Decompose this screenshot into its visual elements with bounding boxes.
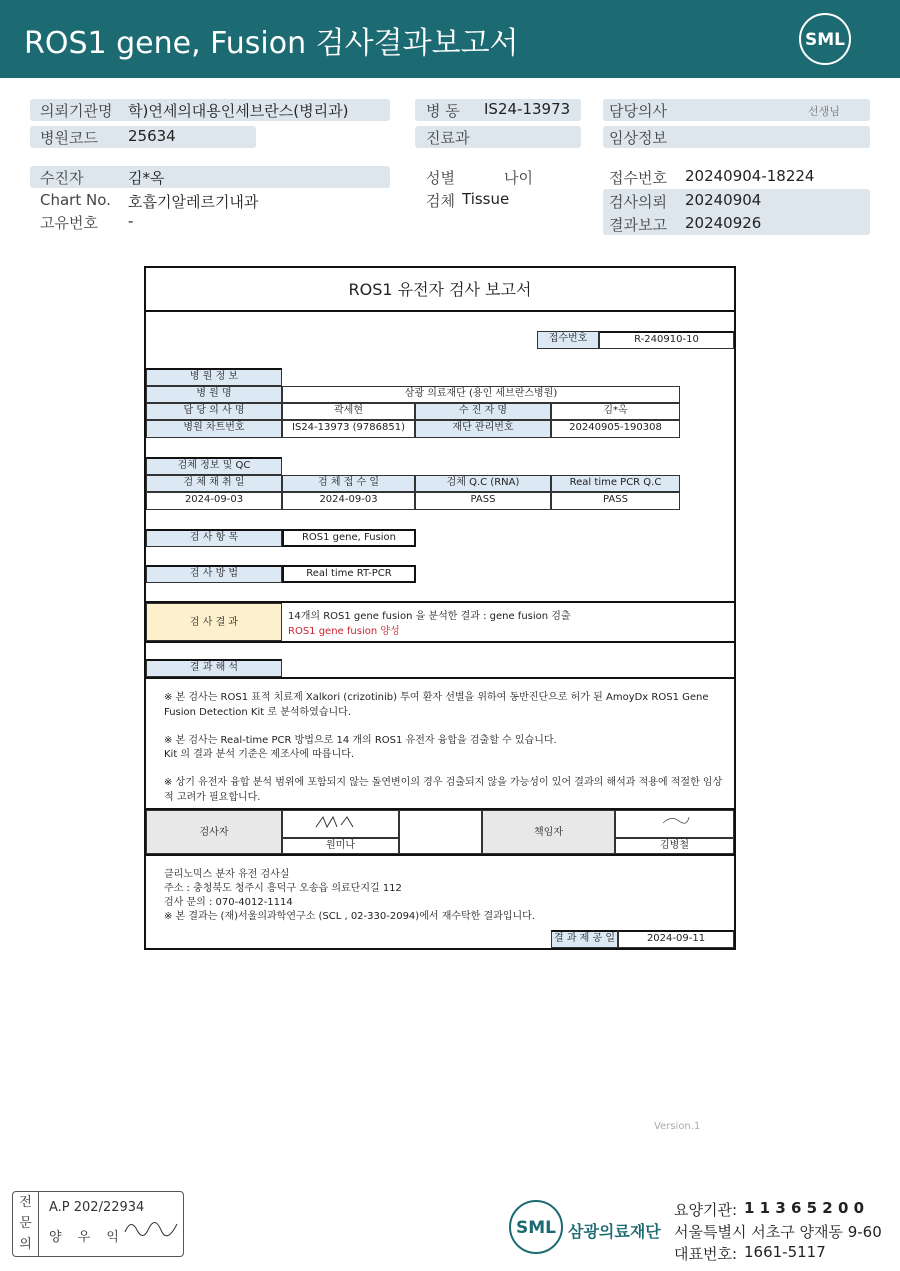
interp-label: 결 과 해 석 xyxy=(146,659,282,677)
test-item-label: 검 사 항 목 xyxy=(146,529,282,547)
specialist-stamp xyxy=(12,1191,184,1257)
interp-text: Kit 의 결과 분석 기준은 제조사에 따릅니다. xyxy=(164,749,355,760)
page-title: ROS1 gene, Fusion 검사결과보고서 xyxy=(24,26,519,61)
report-date-label: 결과보고 xyxy=(609,216,667,234)
unique-value: - xyxy=(128,212,134,230)
interp-text: ※ 본 검사는 Real-time PCR 방법으로 14 개의 ROS1 유전자 융합을 검출할 수 있습니다. xyxy=(164,735,557,746)
ward-label: 병 동 xyxy=(426,102,460,120)
footer-code-label: 요양기관: xyxy=(674,1201,738,1219)
footer-phone: 1661-5117 xyxy=(744,1243,826,1261)
qc-value: PASS xyxy=(415,492,551,510)
interp-text: ※ 본 검사는 ROS1 표적 치료제 Xalkori (crizotinib) 투여 환자 선별을 위하여 동반진단으로 허가 된 AmoyDx ROS1 Gene xyxy=(164,692,709,703)
test-item-value: ROS1 gene, Fusion xyxy=(282,529,416,547)
lab-address: 주소 : 충청북도 청주시 흥덕구 오송읍 의료단지길 112 xyxy=(164,883,402,894)
method-value: Real time RT-PCR xyxy=(282,565,416,583)
footer-phone-label: 대표번호: xyxy=(674,1245,738,1263)
interp-text: 적 고려가 필요합니다. xyxy=(164,792,261,803)
header-bar xyxy=(0,0,900,78)
institution-label: 의뢰기관명 xyxy=(40,102,113,120)
tester-label: 검사자 xyxy=(146,810,282,854)
doctor-label: 담 당 의 사 명 xyxy=(146,403,282,420)
svg-text:SML: SML xyxy=(516,1218,556,1238)
foundation-value: 20240905-190308 xyxy=(551,420,680,438)
result-line-1: 14개의 ROS1 gene fusion 을 분석한 결과 : gene fusion 검출 xyxy=(288,611,571,622)
interp-text: ※ 상기 유전자 융합 분석 범위에 포함되지 않는 돌연변이의 경우 검출되지 않을 가능성이 있어 결과의 해석과 적용에 적절한 임상 xyxy=(164,777,723,788)
date-value: 2024-09-11 xyxy=(618,930,734,948)
receipt-no-value: R-240910-10 xyxy=(599,331,734,349)
qc-value: 2024-09-03 xyxy=(146,492,282,510)
request-value: 20240904 xyxy=(685,191,762,209)
specimen-label: 검체 xyxy=(426,192,455,210)
qc-header: 검 체 채 취 일 xyxy=(146,475,282,492)
lab-note: ※ 본 결과는 (재)서울의과학연구소 (SCL , 02-330-2094)에서 재수탁한 결과입니다. xyxy=(164,911,535,922)
receipt-no-label: 접수번호 xyxy=(537,331,599,349)
chart-no-value: IS24-13973 (9786851) xyxy=(282,420,415,438)
report-date-value: 20240926 xyxy=(685,214,762,232)
interp-text: Fusion Detection Kit 로 분석하였습니다. xyxy=(164,707,351,718)
result-label: 검 사 결 과 xyxy=(146,603,282,641)
patient-value: 김*옥 xyxy=(128,169,165,187)
report-title: ROS1 유전자 검사 보고서 xyxy=(146,268,734,312)
receipt-value: 20240904-18224 xyxy=(685,167,815,185)
patient-name-label: 수 진 자 명 xyxy=(415,403,551,420)
qc-header: 검체 Q.C (RNA) xyxy=(415,475,551,492)
hospital-section-label: 병 원 정 보 xyxy=(146,368,282,386)
qc-header: Real time PCR Q.C xyxy=(551,475,680,492)
specimen-value: Tissue xyxy=(462,190,510,208)
footer-org-name: 삼광의료재단 xyxy=(568,1222,661,1241)
lab-name: 클리노믹스 분자 유전 검사실 xyxy=(164,869,290,880)
qc-value: 2024-09-03 xyxy=(282,492,415,510)
stamp-label: 전문의 xyxy=(13,1192,39,1256)
dept-label: 진료과 xyxy=(426,129,470,147)
stamp-name: 양 우 익 xyxy=(49,1230,125,1245)
tester-signature xyxy=(282,810,399,838)
qc-section-label: 검체 정보 및 QC xyxy=(146,457,282,475)
date-label: 결 과 제 공 일 xyxy=(551,930,618,948)
footer-sml-logo xyxy=(508,1199,564,1255)
chart-value: 호흡기알레르기내과 xyxy=(128,193,259,211)
version-label: Version.1 xyxy=(654,1121,701,1132)
tester-name: 원미나 xyxy=(282,838,399,854)
chart-label: Chart No. xyxy=(40,191,111,209)
sml-logo xyxy=(798,12,852,66)
foundation-label: 재단 관리번호 xyxy=(415,420,551,438)
hospital-code-label: 병원코드 xyxy=(40,129,98,147)
patient-label: 수진자 xyxy=(40,169,84,187)
responsible-signature xyxy=(615,810,734,838)
doctor-label: 담당의사 xyxy=(609,102,667,120)
unique-label: 고유번호 xyxy=(40,214,98,232)
svg-text:SML: SML xyxy=(805,30,845,50)
clinical-label: 임상정보 xyxy=(609,129,667,147)
sex-label: 성별 xyxy=(426,169,455,187)
request-label: 검사의뢰 xyxy=(609,193,667,211)
hospital-name-value: 삼광 의료재단 (용인 세브란스병원) xyxy=(282,386,680,403)
qc-header: 검 체 접 수 일 xyxy=(282,475,415,492)
chart-no-label: 병원 차트번호 xyxy=(146,420,282,438)
stamp-ap: A.P 202/22934 xyxy=(49,1200,145,1215)
report-document xyxy=(144,266,736,950)
receipt-label: 접수번호 xyxy=(609,169,667,187)
footer-address: 서울특별시 서초구 양재동 9-60 xyxy=(674,1223,882,1241)
lab-phone: 검사 문의 : 070-4012-1114 xyxy=(164,897,293,908)
patient-name-value: 김*옥 xyxy=(551,403,680,420)
result-line-2: ROS1 gene fusion 양성 xyxy=(288,626,400,637)
age-label: 나이 xyxy=(504,169,533,187)
method-label: 검 사 방 법 xyxy=(146,565,282,583)
doctor-suffix: 선생님 xyxy=(808,105,840,118)
blank-cell xyxy=(399,810,482,854)
stamp-signature xyxy=(121,1210,183,1248)
hospital-name-label: 병 원 명 xyxy=(146,386,282,403)
hospital-code-value: 25634 xyxy=(128,127,176,145)
doctor-value: 곽세현 xyxy=(282,403,415,420)
footer-code: 1 1 3 6 5 2 0 0 xyxy=(744,1199,865,1217)
responsible-name: 김병철 xyxy=(615,838,734,854)
ward-value: IS24-13973 xyxy=(484,100,571,118)
responsible-label: 책임자 xyxy=(482,810,615,854)
qc-value: PASS xyxy=(551,492,680,510)
institution-value: 학)연세의대용인세브란스(병리과) xyxy=(128,102,349,120)
